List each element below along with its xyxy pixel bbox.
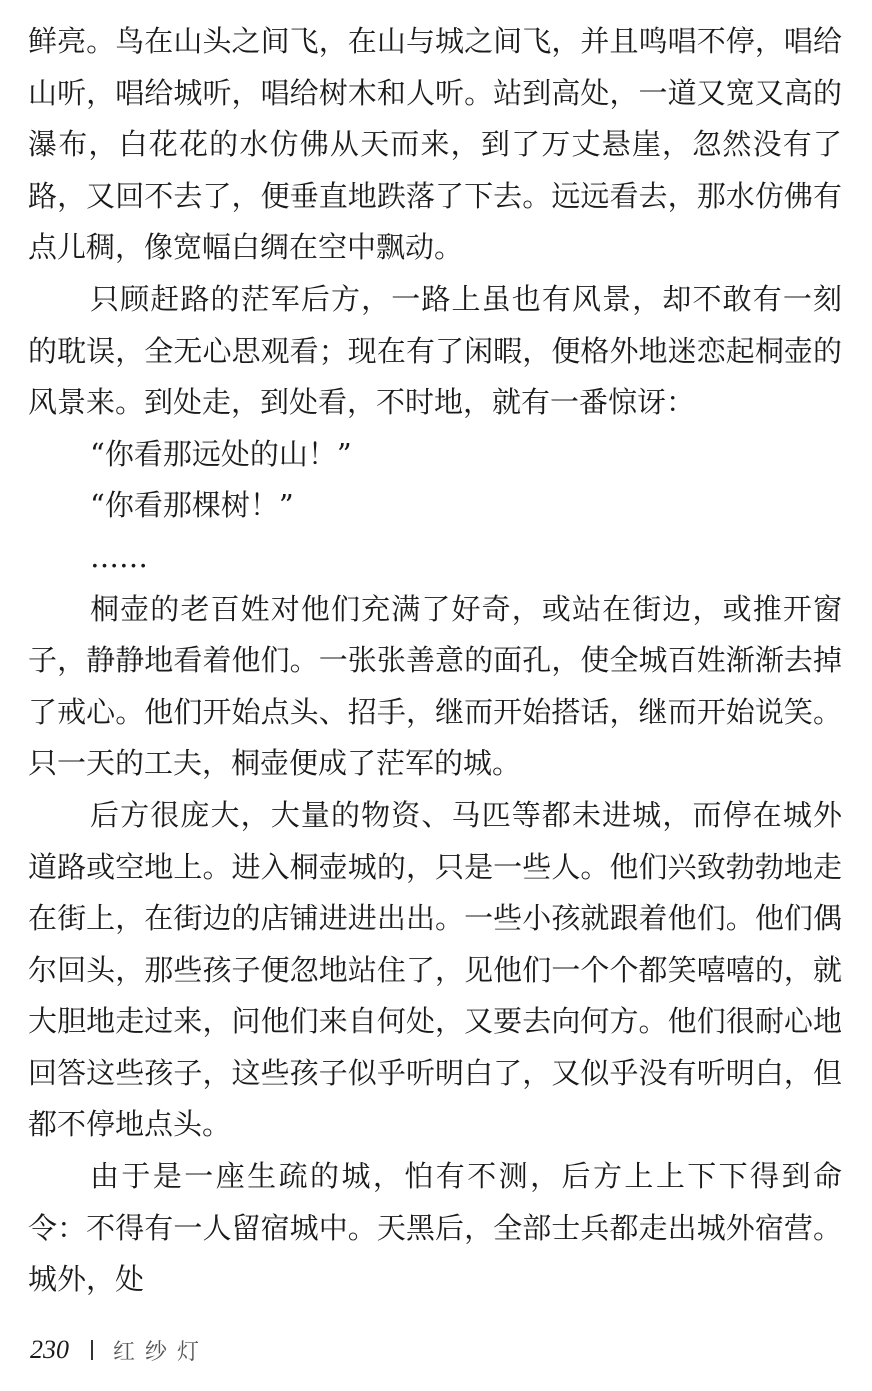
paragraph: 后方很庞大，大量的物资、马匹等都未进城，而停在城外道路或空地上。进入桐壶城的，只是一些人。他们兴致勃勃地走在街上，在街边的店铺进进出出。一些小孩就跟着他们。他们偶尔回头，那些孩子便忽地站住了，见他们一个个都笑嘻嘻的，就大胆地走过来，问他们来自何处，又要去向何方。他们很耐心地回答这些孩子，这些孩子似乎听明白了，又似乎没有听明白，但都不停地点头。 (28, 797, 842, 1142)
dialogue-line: “你看那远处的山！” (90, 436, 352, 471)
dialogue-line: “你看那棵树！” (90, 488, 294, 523)
footer-divider (91, 1340, 93, 1360)
paragraph: 桐壶的老百姓对他们充满了好奇，或站在街边，或推开窗子，静静地看着他们。一张张善意的面孔，使全城百姓渐渐去掉了戒心。他们开始点头、招手，继而开始搭话，继而开始说笑。只一天的工夫，桐壶便成了茫军的城。 (28, 591, 842, 781)
page-number: 230 (30, 1335, 69, 1364)
paragraph: 由于是一座生疏的城，怕有不测，后方上上下下得到命令：不得有一人留宿城中。天黑后，全部士兵都走出城外宿营。城外，处 (28, 1159, 842, 1297)
ellipsis-line: …… (90, 539, 148, 574)
book-title: 红纱灯 (113, 1339, 210, 1365)
page-footer (30, 1330, 209, 1370)
paragraph: 鲜亮。鸟在山头之间飞，在山与城之间飞，并且鸣唱不停，唱给山听，唱给城听，唱给树木和人听。站到高处，一道又宽又高的瀑布，白花花的水仿佛从天而来，到了万丈悬崖，忽然没有了路，又回不去了，便垂直地跌落了下去。远远看去，那水仿佛有点儿稠，像宽幅白绸在空中飘动。 (28, 24, 842, 265)
page-body (28, 16, 842, 1306)
paragraph: 只顾赶路的茫军后方，一路上虽也有风景，却不敢有一刻的耽误，全无心思观看；现在有了闲暇，便格外地迷恋起桐壶的风景来。到处走，到处看，不时地，就有一番惊讶： (28, 281, 842, 420)
